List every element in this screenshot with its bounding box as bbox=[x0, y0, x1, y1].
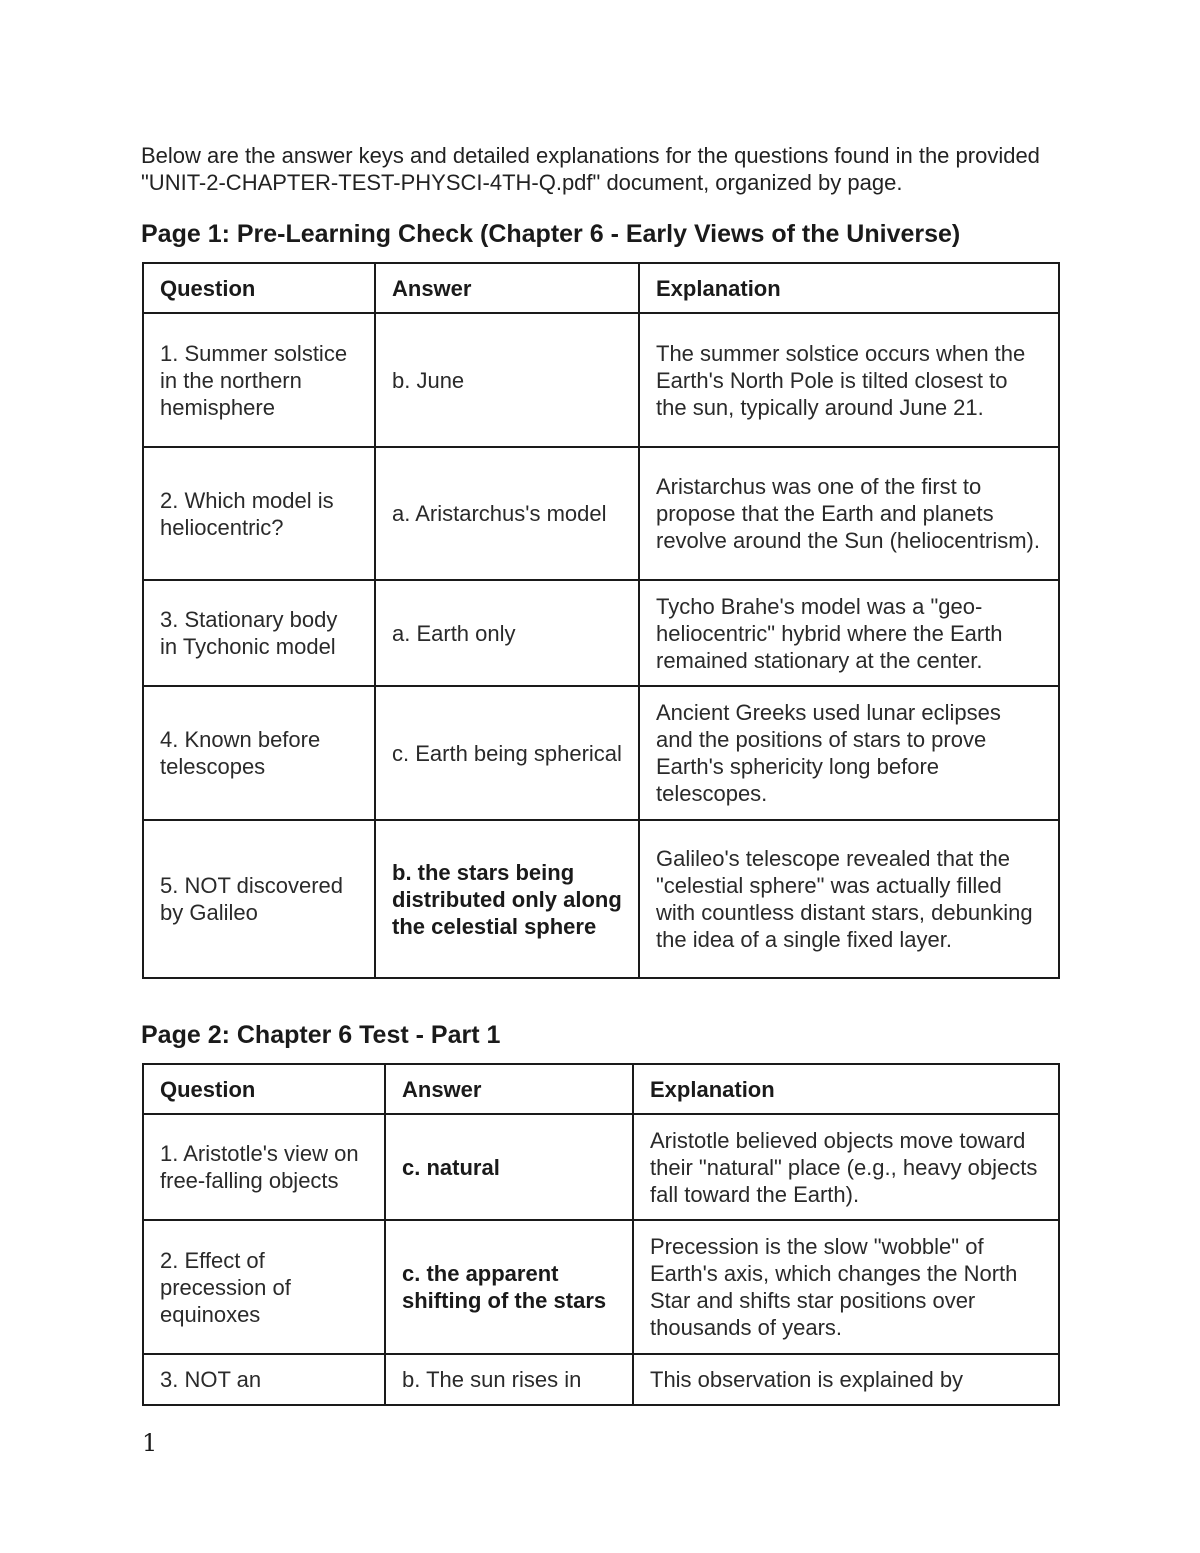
table-row bbox=[143, 1114, 1059, 1220]
column-header-question: Question bbox=[143, 1064, 385, 1114]
answer-cell: a. Earth only bbox=[375, 580, 639, 686]
section-heading-page-1: Page 1: Pre-Learning Check (Chapter 6 - Early Views of the Universe) bbox=[141, 220, 961, 248]
table-row bbox=[143, 686, 1059, 820]
answer-cell: c. Earth being spherical bbox=[375, 686, 639, 820]
question-cell: 5. NOT discovered by Galileo bbox=[143, 820, 375, 978]
section-heading-page-2: Page 2: Chapter 6 Test - Part 1 bbox=[141, 1021, 501, 1049]
explanation-cell: Aristotle believed objects move toward their "natural" place (e.g., heavy objects fall toward the Earth). bbox=[633, 1114, 1059, 1220]
table-row bbox=[143, 1220, 1059, 1354]
table-row bbox=[143, 580, 1059, 686]
table-row bbox=[143, 447, 1059, 580]
column-header-answer: Answer bbox=[375, 263, 639, 313]
answer-table-page-1 bbox=[142, 262, 1060, 979]
explanation-cell: Precession is the slow "wobble" of Earth's axis, which changes the North Star and shifts star positions over thousands of years. bbox=[633, 1220, 1059, 1354]
question-cell: 1. Aristotle's view on free-falling objects bbox=[143, 1114, 385, 1220]
explanation-cell: Ancient Greeks used lunar eclipses and the positions of stars to prove Earth's sphericity long before telescopes. bbox=[639, 686, 1059, 820]
answer-cell: b. June bbox=[375, 313, 639, 447]
explanation-cell: Galileo's telescope revealed that the "celestial sphere" was actually filled with countless distant stars, debunking the idea of a single fixed layer. bbox=[639, 820, 1059, 978]
question-cell: 1. Summer solstice in the northern hemisphere bbox=[143, 313, 375, 447]
column-header-question: Question bbox=[143, 263, 375, 313]
question-cell: 2. Effect of precession of equinoxes bbox=[143, 1220, 385, 1354]
column-header-explanation: Explanation bbox=[639, 263, 1059, 313]
answer-cell: c. the apparent shifting of the stars bbox=[385, 1220, 633, 1354]
table-header-row bbox=[143, 1064, 1059, 1114]
answer-table-page-2 bbox=[142, 1063, 1060, 1406]
table-row bbox=[143, 313, 1059, 447]
answer-cell: b. The sun rises in bbox=[385, 1354, 633, 1405]
question-cell: 4. Known before telescopes bbox=[143, 686, 375, 820]
column-header-explanation: Explanation bbox=[633, 1064, 1059, 1114]
answer-cell: c. natural bbox=[385, 1114, 633, 1220]
table-header-row bbox=[143, 263, 1059, 313]
answer-cell: a. Aristarchus's model bbox=[375, 447, 639, 580]
intro-paragraph: Below are the answer keys and detailed explanations for the questions found in the provided "UNIT-2-CHAPTER-TEST-PHYSCI-4TH-Q.pdf" document, organized by page. bbox=[141, 143, 1040, 195]
answer-cell: b. the stars being distributed only along the celestial sphere bbox=[375, 820, 639, 978]
question-cell: 2. Which model is heliocentric? bbox=[143, 447, 375, 580]
table-row bbox=[143, 1354, 1059, 1405]
explanation-cell: Tycho Brahe's model was a "geo-heliocentric" hybrid where the Earth remained stationary at the center. bbox=[639, 580, 1059, 686]
table-row bbox=[143, 820, 1059, 978]
explanation-cell: This observation is explained by bbox=[633, 1354, 1059, 1405]
explanation-cell: Aristarchus was one of the first to propose that the Earth and planets revolve around the Sun (heliocentrism). bbox=[639, 447, 1059, 580]
page-number: 1 bbox=[142, 1429, 158, 1457]
question-cell: 3. Stationary body in Tychonic model bbox=[143, 580, 375, 686]
column-header-answer: Answer bbox=[385, 1064, 633, 1114]
explanation-cell: The summer solstice occurs when the Earth's North Pole is tilted closest to the sun, typically around June 21. bbox=[639, 313, 1059, 447]
question-cell: 3. NOT an bbox=[143, 1354, 385, 1405]
